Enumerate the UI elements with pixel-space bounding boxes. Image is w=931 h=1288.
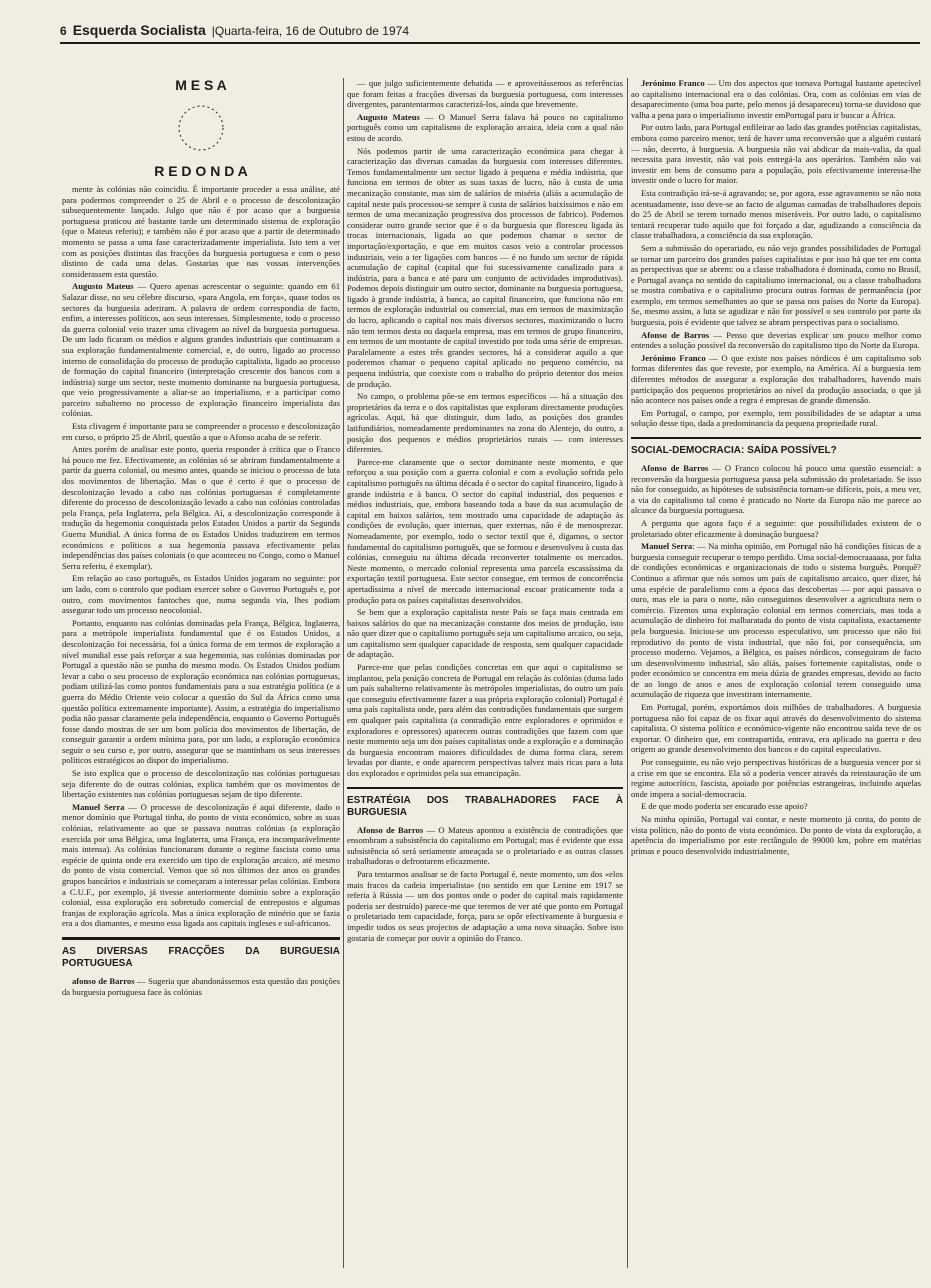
page-number: 6 [60, 24, 67, 38]
paragraph-text: No campo, o problema põe-se em termos específicos — há a situação dos proprietários da terra e o dos capitalistas que exploram directamente produções agrícolas. Aqui, há que distinguir, dum lado, as posições dos grandes latifundiários, nomeadamente predominantes na zona do Alentejo, do outro, a posição dos pequenos e médios proprietários rurais — com interesses diferentes. [347, 391, 623, 455]
paragraph-text: — Quero apenas acrescentar o seguinte: quando em 61 Salazar disse, no seu célebre discurso, «para Angola, em força», quase todos os sectores da burguesia aderiram. A palavra de ordem correspondia de facto, enfim, a interesses políticos, aos seus interesses. Simplesmente, todo o processo da guerra colonial veio trazer uma clivagem ao nível da burguesia portuguesa. De um lado ficaram os médios e alguns grandes industriais que continuaram a sua exploração fundamentalmente comercial, e, do outro, ligado ao processo interno de consolidação do processo de produção capitalista, ligado ao processo de formação do capital financeiro (interpretação crescente dos bancos com a indústria) surge um sector, neste momento dominante na burguesia portuguesa, que veio progressivamente a aliar-se ao imperialismo, e a participar como parceiro subalterno no processo de exploração financeiro imperialista das colónias. [62, 281, 340, 419]
paragraph [631, 243, 921, 328]
paragraph [631, 122, 921, 186]
issue-date: |Quarta-feira, 16 de Outubro de 1974 [211, 24, 409, 38]
paragraph [631, 463, 921, 516]
col2-body [347, 78, 623, 779]
paragraph [631, 330, 921, 351]
paragraph-text: Em Portugal, o campo, por exemplo, tem possibilidades de se adaptar a uma solução desse tipo, dada a predominancia da pequena propriedade rural. [631, 407, 921, 429]
paragraph-text: E de que modo poderia ser encarado esse apoio? [641, 801, 808, 812]
section-heading-estrategia: ESTRATÉGIA DOS TRABALHADORES FACE À BURGUESIA [347, 787, 623, 819]
paragraph-text: Nós podemos partir de uma caracterização económica para chegar à caracterização das diversas camadas da burguesia com interesses diferentes. Temos fundamentalmente um sector ligado à pequena e média indústria, que funciona em termos de obter as suas taxas de lucro, não à custa de uma mecanização constante, mas sim de salários de miséria (aliás a acumulação de capital neste país processou-se sempre à custa de salários baixíssimos e não em termos de uma mecanização progressiva dos processos de fabrico). Podemos considerar outro grande sector que é o da burguesia que floresceu ligada às trocas internacionais, ligada ao que podemos chamar o sector de importação/exportação, e que em muitos casos veio a controlar processos industriais, veio a ter ligações com bancos — é no fundo um sector de rápida acumulação de capital (capital que foi sucessivamente canalizado para a indústria, para a banca e até para um conjunto de actividades improdutivas). Podemos depois distinguir um outro sector, dominante na burguesia portuguesa, ligado à grande indústria, à banca, ao capital financeiro, que funciona não em termos de exploração industrial ou comercial, mas em termos de maximização do lucro, aplicando o capital nos mais diversos sectores, maximizando o lucro não tem termos desta ou daquela empresa, mas em termos de grupo financeiro, em termos de um montante de capital investido por toda uma série de empresas. Paralelamente a estes três grandes sectores, há a considerar aquilo a que poderemos chamar o pequeno capital aplicado no pequeno comércio, na pequena indústria, que coexiste com o trabalho do próprio detentor dos meios de produção. [347, 145, 623, 389]
paragraph [62, 802, 340, 929]
logo-text [251, 78, 252, 79]
section-heading-fraccoes: AS DIVERSAS FRACÇÕES DA BURGUESIA PORTUGUESA [62, 937, 340, 970]
speaker-name: Jerónimo Franco [641, 78, 705, 88]
paragraph [347, 825, 623, 867]
paragraph-text: — O Manuel Serra falava há pouco no capitalismo português como um capitalismo de exploração arcaica, ideia com a qual não estou de acordo. [347, 111, 623, 143]
paragraph [631, 188, 921, 241]
column-1 [62, 78, 340, 1264]
paragraph [62, 184, 340, 279]
section-heading-social: SOCIAL-DEMOCRACIA: SAÍDA POSSÍVEL? [631, 437, 921, 457]
paragraph [62, 976, 340, 997]
page-header [60, 22, 920, 44]
speaker-name: Afonso de Barros [357, 824, 424, 835]
paragraph [347, 869, 623, 943]
paragraph [347, 662, 623, 779]
paragraph-text: Sem a submissão do operariado, eu não vejo grandes possibilidades de Portugal se tornar um parceiro dos grandes países capitalistas e por isso há que ter em conta as perspectivas que se abrem: ou a classe trabalhadora é dominada, como no Brasil, e Portugal avança no sentido do capitalismo internacional, ou a classe trabalhadora se mostra combativa e o capitalismo procura outras formas de permanência (por exemplo, em termos semelhantes ao que se passa nos países do Norte da Europa). Se, mesmo assim, a luta se agudizar e não for possível o seu controlo por parte da burguesia, pois é evidente que talvez se abram perspectivas para o socialismo. [631, 242, 921, 328]
paragraph-text: mente às colónias não coincidiu. É importante proceder a essa análise, até para podermos compreender o 25 de Abril e o processo de descolonização subsequentemente lançado. Julgo que não é por acaso que a burguesia portuguesa praticou até bastante tarde um determinado sistema de exploração (que o Mateus referiu); e também não é por acaso que a partir de determinado momento se passa a uma fase caracterizadamente imperialista. Isto tem a ver com as posições distintas das fracções da burguesia portuguesa e com o peso distinto de cada uma delas. Gostarias que nas vossas intervenções considerassem esta questão. [62, 184, 340, 279]
paragraph-text: Por outro lado, para Portugal enfileirar ao lado das grandes potências capitalistas, embora como parceiro menor, terá de haver uma reconversão que a alguém custará — não, decerto, à burguesia. A burguesia não vai abdicar da mais-valia, da qual necessita para investir, não vai pois entregá-la aos operários. Também não vai investir em bens de consumo para a população, pois efectivamente interessa-lhe investir onde o lucro for maior. [631, 122, 921, 186]
svg-text:M E S A: M E S A [175, 78, 227, 93]
paragraph-text: Portanto, enquanto nas colónias dominadas pela França, Bélgica, Inglaterra, para a metrópole imperialista fundamental que é os Estados Unidos, a descolonização foi necessária, foi a única forma de em termos de exploração a nível mundial esse país reforçar a sua hegemonia, nas colónias dominadas por Portugal a questão não se punha do mesmo modo. Os Estados Unidos podiam levar a cabo o seu processo de exploração económica nas colónias portuguesas, podiam utilizá-las como pontos fundamentais para a sua estratégia política (e a guerra do Médio Oriente veio colocar a questão do Sul da África como uma questão política extremamente importante). Assim, a estratégia do imperialismo podia não passar claramente pela independência, enquanto o Governo Português fosse dando mostras de ser um bom polícia dos movimentos de libertação, de conseguir garantir a ordem mínima para, por um lado, a exploração económica seguir o seu curso e, por outro, assegurar que se mantinham os seus interesses políticos estratégicos ao dispor do imperialismo. [62, 617, 340, 766]
paragraph [62, 618, 340, 766]
paragraph-text: Em relação ao caso português, os Estados Unidos jogaram no seguinte: por um lado, com o controlo que podiam exercer sobre o Governo Português e, por outro, com movimentos fantoches que, numa segunda via, lhes podiam assegurar todo um processo neocolonial. [62, 573, 340, 616]
col3-section-body [631, 463, 921, 856]
speaker-name: Augusto Mateus [72, 281, 134, 292]
paragraph-text: Se isto explica que o processo de descolonização nas colónias portuguesas seja diferente do de outras colónias, explica também que os movimentos de libertação existentes nas colónias portuguesas sejam de tipo diferente. [62, 768, 340, 800]
paragraph-text: Por conseguinte, eu não vejo perspectivas históricas de a burguesia vencer por si a crise em que se encontra. Ela só a poderia vencer através da reinstauração de um regime autocrítico, fascista, apoiado por potências estrangeiras, incluindo aquelas onde impera a social-democracia. [631, 757, 921, 799]
paragraph [631, 518, 921, 539]
speaker-name: Manuel Serra [641, 541, 693, 552]
paragraph-text: Se bem que a exploração capitalista neste País se faça mais centrada em baixos salários do que na mecanização constante dos meios de produção, isto não quer dizer que o capitalismo português seja um capitalismo arcaico, ou seja, um capitalismo sem qualquer capacidade de resposta, sem qualquer capacidade de adaptação. [347, 607, 623, 660]
paragraph [631, 814, 921, 856]
column-rule [343, 78, 344, 1268]
paragraph [631, 78, 921, 120]
column-3 [631, 78, 921, 1264]
paragraph [347, 391, 623, 455]
paragraph-text: — Sugeria que abandonássemos esta questão das posições da burguesia portuguesa face às colónias [62, 975, 340, 997]
paragraph [347, 112, 623, 144]
speaker-name: Afonso de Barros [641, 463, 709, 473]
col2-section-body [347, 825, 623, 944]
paragraph [631, 757, 921, 799]
paragraph [62, 281, 340, 419]
paragraph-text: — O processo de descolonização é aqui diferente, dado o menor domínio que Portugal tinha, do ponto de vista económico, sobre as suas colónias, relativamente ao que se passava noutras colónias (a exploração exercida por uma Bélgica, uma Inglaterra, uma França, era incomparávelmente mais intensa). As colónias funcionaram durante o regime fascista como uma espécie de quinta onde era exercido um tipo de exploração arcaico, até mesmo do ponto de vista comercial. Vemos que só nos últimos dez anos os grandes grupos bancários e industriais se começaram a interessar pelas colónias. Embora a C.U.F., por exemplo, já tivesse anteriormente domínio sobre a exploração colonial, essa exploração era sobretudo comercial de entrepostos e algumas franjas de exploração agrícola. Mas a única exploração de minério que se fazia era a dos diamantes, e mesmo essa ligada aos capitais ingleses e sul-africanos. [62, 801, 340, 929]
paragraph-text: — Penso que deverias explicar um pouco melhor como entendes a solução possível da reconversão do capitalismo tipo do Norte da Europa. [631, 329, 921, 351]
paragraph [631, 408, 921, 429]
paragraph [631, 353, 921, 406]
column-rule [627, 78, 628, 1268]
speaker-name: Manuel Serra [72, 801, 125, 812]
paragraph-text: — Um dos aspectos que tornava Portugal bastante apetecível ao capitalismo internacional era o das colónias. Ora, com as colónias em vias de desaparecimento (uma boa parte, pelo menos já desapareceu) torna-se duvidoso que valha a pena para o imperialismo investir emPortugal para ir buscar a África. [631, 78, 921, 120]
paragraph [347, 146, 623, 390]
paragraph [62, 768, 340, 800]
paragraph-text: — O que existe nos países nórdicos é um capitalismo sob formas diferentes das que reveste, por exemplo, na América. Aí a burguesia tem diferentes métodos de assegurar a exploração dos trabalhadores, havendo mais participação dos pequenos proprietários ao nível da produção associada, o que já não acontece nos países onde a regra é empresas de grande dimensão. [631, 352, 921, 406]
paragraph [62, 421, 340, 442]
paragraph-text: Antes porém de analisar este ponto, queria responder à crítica que o Franco há pouco me fez. Efectivamente, as colónias só se abriram fundamentalmente a partir da guerra colonial, ou mesmo antes, quando se iniciou o processo de luta dos movimentos de libertação. Mas o que é certo é que o processo de descolonização levado a cabo nas colónias portuguesas é completamente diferente do processo de descolonização levado a cabo nas colónias controladas pela França, pela Inglaterra, pela Bélgica. Aí, a descolonização corresponde à tradução da hegemonia conquistada pelos Estados Unidos a partir da Segunda Guerra Mundial. A única forma de os Estados Unidos traduzirem em termos económicos e políticos a sua hegemonia passava efectivamente pelas independências dos países coloniais (o que aconteceu no Congo, como o Manuel Serra referiu, é exemplar). [62, 444, 340, 571]
publication-name: Esquerda Socialista [72, 22, 206, 38]
paragraph [347, 78, 623, 110]
paragraph-text: A pergunta que agora faço é a seguinte: que possibilidades existem de o proletariado obter eficazmente à dominação burguesa? [631, 517, 921, 539]
paragraph-text: : — Na minha opinião, em Portugal não há condições físicas de a burguesia conseguir recuperar o tempo perdido. Uma social-democraaaaaa, por falta de condições económicas e organizacionais de todo o sistema burguês. Porquê? Continuo a afirmar que nós somos um país de capitalismo arcaico, quer dizer, há uma espécie de paralelismo com a época das descobertas — por aqui passava o ouro, mas ele ia para o norte, não conseguimos desenvolver a agricultura nem o comércio. Fizemos uma exploração colonial em termos comerciais, mas toda a acumulação de dinheiro foi malbaratada do ponto de vista capitalista, exactamente pela burguesia. Iniciou-se um processo especulativo, um processo que não foi reprodutivo do ponto de vista industrial, que não foi, por consequência, um processo moderno. Vejamos, a Bélgica, os países nórdicos, conseguiram de facto um desenvolvimento industrial, são aliás, países fortemente capitalistas, onde o poder económico se concentra em meia dúzia de grandes empresas, devido ao facto de ao longo de anos e anos de exploração colonial terem conseguido uma acumulação de riqueza que investiram internamente. [631, 541, 921, 700]
svg-text:R E D O N D A: R E D O N D A [154, 163, 248, 178]
mesa-redonda-logo [151, 78, 251, 178]
mesa-redonda-logo-graphic [151, 78, 251, 178]
paragraph-text: Parece-me claramente que o sector dominante neste momento, e que reforçou a sua posição com a guerra colonial e com a evolução sofrida pelo capitalismo português na última década é o sector do capital financeiro, ligado à grande indústria e à banca. O sector do capital industrial, dos pequenos e médios industriais, que, embora baseando toda a base da sua acumulação de capital em baixos salários, tem mostrado uma capacidade de adaptação às condições de evolução, quer internas, quer externas, não é de menosprezar. Nomeadamente, por exemplo, todo o sector textil que é, digamos, o sector fundamental do capitalismo português, que se formou e desenvolveu à custa das colónias, conseguiu na última década reconverter totalmente os mercados. Neste momento, o mercado colonial representa uma parcela escassíssima da exportação textil portuguesa. Este sector consegue, em termos de concorrência apertadíssima a nível de mercado internacional escoar praticamente toda a produção para os países capitalistas desenvolvidos. [347, 456, 623, 605]
paragraph-text: Na minha opinião, Portugal vai contar, e neste momento já conta, do ponto de vista político, não do ponto de vista económico. Do ponto de vista da exploração, a apetência do imperialismo por este rectângulo de 99000 km, pobre em matérias primas e pouco desenvolvido industrialmente, [631, 814, 921, 856]
speaker-name: Augusto Mateus [357, 111, 420, 122]
paragraph-text: Esta contradição irá-se-á agravando; se, por agora, esse agravamento se não nota acentuadamente, isso deve-se ao facto de algumas camadas de trabalhadores depois do 25 de Abril se terem tornado menos miseráveis. Por outro lado, o capitalismo tentará recuperar tudo aquilo que foi forçado a dar, agudizando a consciência da classe trabalhadora, a consciência da sua exploração. [631, 187, 921, 241]
paragraph [347, 457, 623, 605]
paragraph-text: Parece-me que pelas condições concretas em que aqui o capitalismo se implantou, pela posição concreta de Portugal em relação às colónias (duma lado um país subalterno relativamente às metrópoles imperialistas, do outro um país que conseguiu efectivamente fazer a sua própria exploração colonial) Portugal é uma país capitalista onde, para além das contradições fundamentais que surgem em qualquer país capitalista (a contradição entre exploradores e oprimidos e exploradores e opressores) aparecem outras contradições que fazem com que neste momento seja um dos países capitalistas onde a exploração e a dominação da burguesia encontram maiores dificuldades de duma forma clara, serem levadas por diante, e onde aparecem perspectivas talvez mais ricas para a luta dos explorados e oprimidos pela sua emancipação. [347, 662, 623, 778]
paragraph-text: — O Mateus apontou a existência de contradições que ensombram a subsistência do capitalismo em Portugal; mas é evidente que essa subsistência só será seriamente ameaçada se o proletariado e as outras classes trabalhadoras o defrontarem eficazmente. [347, 824, 623, 867]
paragraph [631, 702, 921, 755]
paragraph-text: Esta clivagem é importante para se compreender o processo e descolonização em curso, o próprio 25 de Abril, questão a que o Afonso acaba de se referir. [62, 421, 340, 442]
col1-section-body [62, 976, 340, 997]
paragraph-text: — O Franco colocou há pouco uma questão essencial: a reconversão da burguesia portuguesa passa pela submissão do proletariado. Se isso não for conseguido, as hipóteses de subsistência tornam-se difíceis, pois, a meu ver, a via do capitalismo tal como é praticado no Norte da Europa não me parece ao alcance da burguesia portuguesa. [631, 463, 921, 516]
speaker-name: Afonso de Barros [641, 329, 710, 340]
paragraph-text: Em Portugal, porém, exportámos dois milhões de trabalhadores. A burguesia portuguesa não foi capaz de os fixar aqui através do desenvolvimento do sistema capitalista. O sistema político e económico-vigente não encontrou saída teve de os exportar. O dinheiro que, em contrapartida, entrava, era aplicado na guerra e deu origem ao grande desenvolvimento dos bancos e do capital especulativo. [631, 702, 921, 755]
column-2 [347, 78, 623, 1264]
speaker-name: Jerónimo Franco [641, 352, 706, 363]
speaker-name: afonso de Barros [72, 975, 135, 986]
paragraph [347, 607, 623, 660]
paragraph [62, 444, 340, 571]
col3-body [631, 78, 921, 429]
paragraph [631, 801, 921, 812]
col1-body [62, 184, 340, 929]
paragraph-text: — que julgo suficientemente debatida — e aproveitássemos as referências que foram feitas a fracções diversas da burguesia portuguesa, com interesses divergentes, parantentarmos caracterizá-los, ainda que brevemente. [347, 78, 623, 110]
paragraph-text: Para tentarmos analisar se de facto Portugal é, neste momento, um dos «elos mais fracos da cadeia imperialista» (no sentido em que Lenine em 1917 se referia à Rússia — um dos pontos onde o poder do capital mais rapidamente poderia ser destruído) parece-me que teremos de ver até que ponto em Portugal o proletariado tem capacidade, força, para se opôr efectivamente à burguesia e impedir todos os seus projectos de adaptação a uma nova situação. Sobre isto gostaria de começar por ouvir a opinião do Franco. [347, 868, 623, 943]
paragraph [62, 573, 340, 615]
paragraph [631, 541, 921, 700]
